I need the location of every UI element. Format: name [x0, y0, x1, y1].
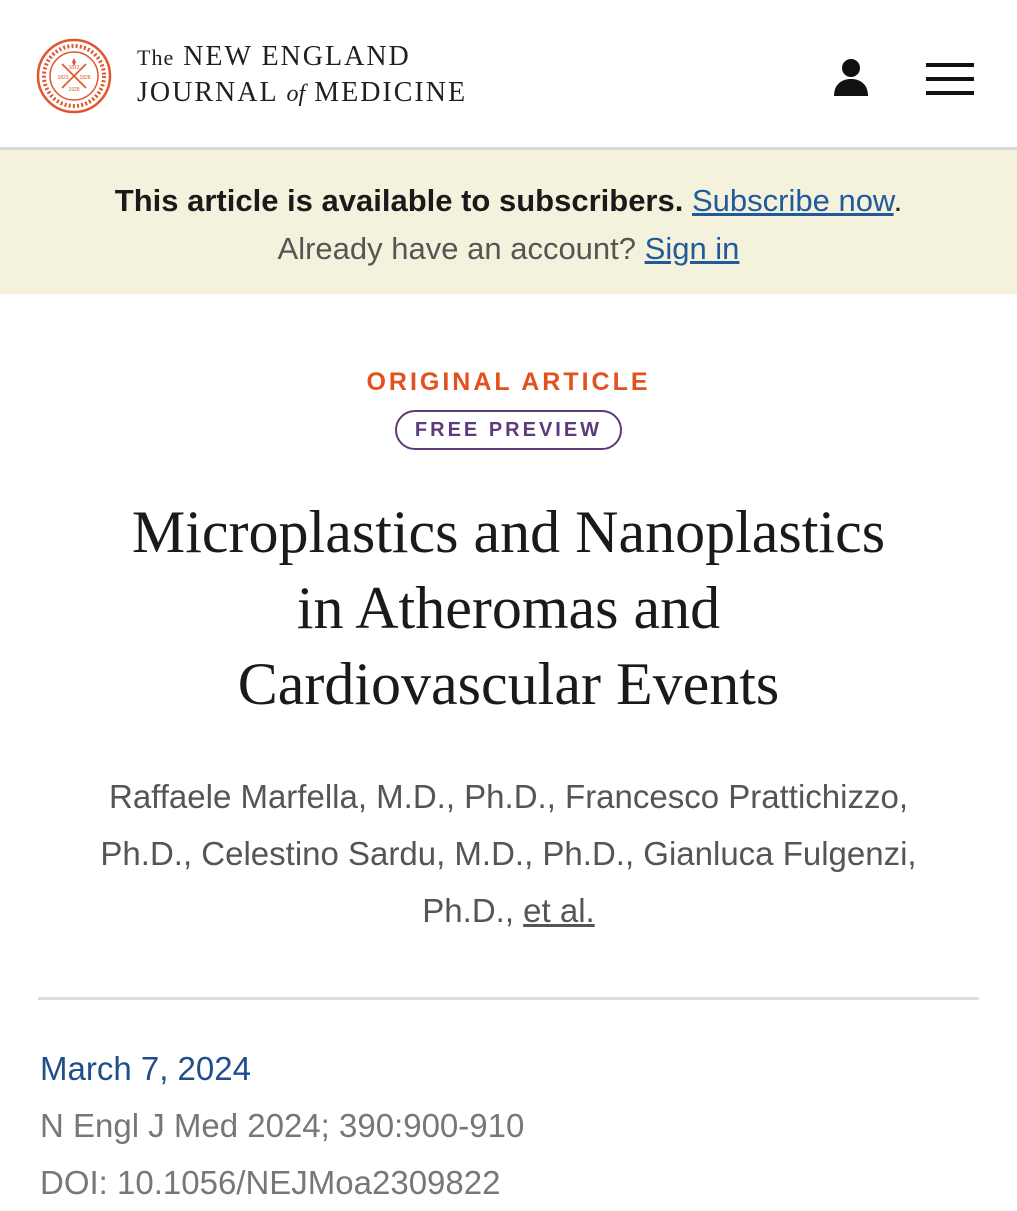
section-divider — [38, 997, 979, 1000]
doi: DOI: 10.1056/NEJMoa2309822 — [40, 1164, 501, 1201]
article-metadata — [40, 1040, 524, 1211]
nejm-seal-logo[interactable] — [36, 38, 112, 114]
seal-year-1823: 1823 — [57, 75, 69, 81]
site-header — [0, 0, 1017, 150]
free-preview-badge: FREE PREVIEW — [395, 410, 622, 450]
article-title — [40, 494, 977, 722]
person-icon[interactable] — [826, 54, 876, 104]
masthead-wordmark[interactable] — [137, 40, 467, 112]
banner-row-subscribe — [0, 182, 1017, 220]
title-line: in Atheromas and — [296, 575, 721, 641]
brand-of: of — [286, 81, 306, 107]
title-line: Microplastics and Nanoplastics — [131, 499, 886, 565]
sign-in-link[interactable]: Sign in — [644, 231, 740, 266]
subscribe-punctuation: . — [893, 183, 903, 218]
authors-line: Ph.D., — [422, 892, 514, 929]
title-line: Cardiovascular Events — [237, 651, 780, 717]
brand-journal: JOURNAL — [137, 77, 278, 108]
citation: N Engl J Med 2024; 390:900-910 — [40, 1107, 525, 1144]
seal-year-1812: 1812 — [68, 65, 80, 71]
author-list — [60, 768, 957, 939]
hamburger-menu-icon[interactable] — [922, 56, 980, 102]
brand-medicine: MEDICINE — [314, 77, 468, 108]
account-text: Already have an account? — [277, 231, 637, 266]
authors-line: Ph.D., Celestino Sardu, M.D., Ph.D., Gianluca Fulgenzi, — [100, 835, 917, 872]
seal-year-1828: 1828 — [79, 75, 91, 81]
subscribers-text: This article is available to subscribers. — [114, 183, 684, 218]
seal-year-1928: 1928 — [68, 87, 80, 93]
article-type-kicker: ORIGINAL ARTICLE — [366, 368, 651, 396]
publication-date: March 7, 2024 — [40, 1050, 251, 1087]
authors-line: Raffaele Marfella, M.D., Ph.D., Francesco Prattichizzo, — [108, 778, 908, 815]
banner-row-signin — [0, 230, 1017, 268]
subscription-banner — [0, 150, 1017, 294]
subscribe-now-link[interactable]: Subscribe now — [691, 183, 894, 218]
et-al-link[interactable]: et al. — [523, 892, 595, 929]
brand-new-england: NEW ENGLAND — [183, 41, 411, 72]
brand-the: The — [137, 45, 175, 70]
